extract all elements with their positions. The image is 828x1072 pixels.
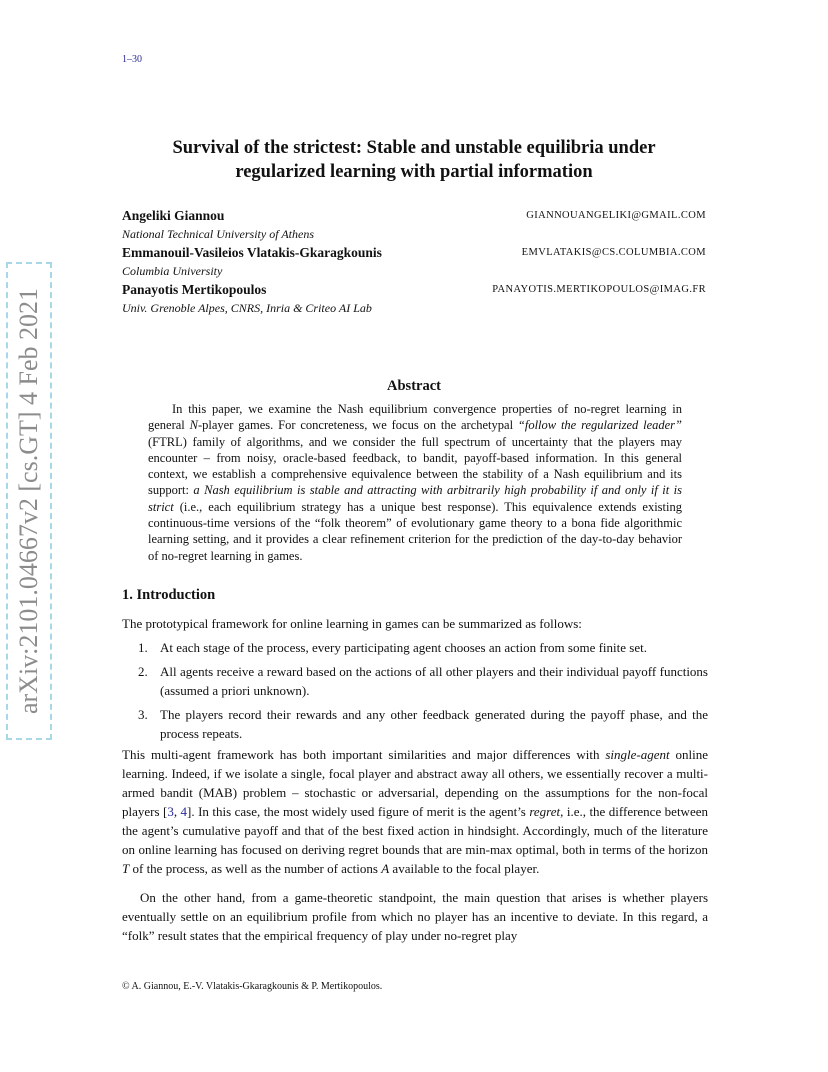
list-number: 3. [138,707,148,722]
list-number: 2. [138,664,148,679]
list-number: 1. [138,640,148,655]
author-email: EMVLATAKIS@CS.COLUMBIA.COM [521,247,706,258]
author-name: Angeliki Giannou [122,208,225,223]
intro-paragraph-1 [122,745,708,878]
paper-title [100,136,728,184]
framework-list [138,638,708,748]
arxiv-stamp [6,262,52,740]
abstract-segment: (FTRL) family of algorithms, and we consider the full spectrum of uncertainty that the players may encounter – from noisy, oracle-based feedback, to bandit, payoff-based information. In this general context, we establish a comprehensive equivalence between the stability of a Nash equilibrium and its support: [148,434,682,498]
abstract-segment: (i.e., each equilibrium strategy has a unique best response). This equivalence extends existing continuous-time versions of the “folk theorem” of evolutionary game theory to a bona fide algorithmic learning setting, and it provides a clear refinement criterion for the prediction of the day-to-day behavior of no-regret learning in games. [148,499,682,563]
abstract-text [148,401,682,564]
abstract-heading: Abstract [387,378,441,394]
abstract-segment: In this paper, we examine the Nash equilibrium convergence properties of no-regret learning in general [148,402,682,433]
author-name: Emmanouil-Vasileios Vlatakis-Gkaragkounis [122,245,382,260]
text-math: T [122,861,130,876]
text-segment: , i.e., the difference between the agent’s cumulative payoff and that of the best fixed action in hindsight. Accordingly, much of the literature on online learning has focused on deriving regret bounds that are min-max optimal, both in terms of the horizon [122,804,708,857]
abstract-emphasis: a Nash equilibrium is stable and attracting with arbitrarily high probability if and only if it is strict [148,483,683,514]
title-line-1: Survival of the strictest: Stable and unstable equilibria under [172,138,656,158]
citation-link[interactable]: 3 [167,804,174,819]
list-text: All agents receive a reward based on the actions of all other players and their individual payoff functions (assumed a priori unknown). [160,664,708,698]
title-line-2: regularized learning with partial information [235,162,593,182]
author-email: PANAYOTIS.MERTIKOPOULOS@IMAG.FR [492,284,706,295]
text-segment: online learning. Indeed, if we isolate a single, focal player and abstract away all others, we essentially recover a multi-armed bandit (MAB) problem – stochastic or adversarial, depending on the assumptions for the non-focal players [ [122,747,708,819]
abstract-emphasis: “follow the regularized leader” [517,418,682,433]
abstract-math: N [189,418,198,433]
author-affiliation: Columbia University [122,264,223,278]
text-segment: , [173,804,181,819]
arxiv-stamp-text: arXiv:2101.04667v2 [cs.GT] 4 Feb 2021 [14,287,43,715]
citation-link[interactable]: 4 [180,804,188,819]
list-text: The players record their rewards and any other feedback generated during the payoff phase, and the process repeats. [160,707,708,741]
author-name: Panayotis Mertikopoulos [122,282,267,297]
text-math: A [381,861,390,876]
text-emphasis: regret [529,804,561,819]
text-segment: of the process, as well as the number of actions [129,861,382,876]
intro-lead: The prototypical framework for online learning in games can be summarized as follows: [122,616,582,631]
list-text: At each stage of the process, every participating agent chooses an action from some finite set. [160,640,647,655]
author-affiliation: National Technical University of Athens [122,227,314,241]
text-segment: ]. In this case, the most widely used figure of merit is the agent’s [187,804,530,819]
page-number: 1–30 [122,54,142,65]
list-item [138,662,708,700]
intro-paragraph-2: On the other hand, from a game-theoretic standpoint, the main question that arises is whether players eventually settle on an equilibrium profile from which no player has an incentive to deviate. In this regard, a “folk” result states that the empirical frequency of play under no-regret play [122,890,708,943]
list-item [138,705,708,743]
text-segment: available to the focal player. [389,861,540,876]
copyright-footer: © A. Giannou, E.-V. Vlatakis-Gkaragkounis & P. Mertikopoulos. [122,981,383,992]
abstract-segment: -player games. For concreteness, we focus on the archetypal [197,418,518,433]
section-heading-introduction: 1. Introduction [122,587,216,603]
text-segment: This multi-agent framework has both important similarities and major differences with [122,747,606,762]
text-emphasis: single-agent [605,747,670,762]
author-affiliation: Univ. Grenoble Alpes, CNRS, Inria & Criteo AI Lab [122,301,372,315]
list-item [138,638,708,657]
author-email: GIANNOUANGELIKI@GMAIL.COM [526,210,706,221]
